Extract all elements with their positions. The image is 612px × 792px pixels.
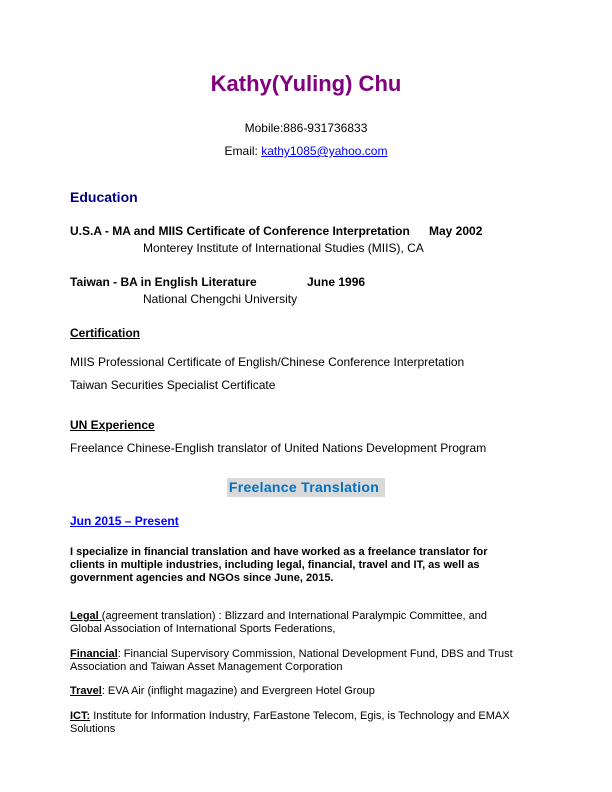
school-1: Monterey Institute of International Studies (MIIS), CA — [143, 241, 424, 255]
sector-text-cont: Solutions — [70, 723, 116, 735]
mobile: Mobile:886-931736833 — [244, 121, 368, 135]
certification-heading: Certification — [70, 326, 141, 340]
summary-line: I specialize in financial translation and have worked as a freelance translator for — [70, 546, 488, 558]
certification-item: MIIS Professional Certificate of English/Chinese Conference Interpretation — [70, 355, 465, 369]
sector-text-cont: Global Association of International Sports Federations, — [70, 623, 336, 635]
email-label: Email: — [224, 144, 262, 158]
email-link[interactable]: kathy1085@yahoo.com — [261, 144, 388, 158]
email-line — [0, 145, 612, 157]
degree-2-date: June 1996 — [307, 275, 366, 289]
sector-label: Legal — [70, 610, 102, 622]
summary-line: clients in multiple industries, including legal, financial, travel and IT, as well as — [70, 559, 480, 571]
sector-legal — [70, 611, 487, 622]
sector-label: Financial — [70, 648, 118, 660]
sector-travel — [70, 686, 375, 697]
sector-text: Institute for Information Industry, FarEastone Telecom, Egis, is Technology and EMAX — [90, 710, 510, 722]
summary-line: government agencies and NGOs since June, 2015. — [70, 572, 334, 584]
sector-text-cont: Association and Taiwan Asset Management Corporation — [70, 661, 343, 673]
sector-text: : EVA Air (inflight magazine) and Evergreen Hotel Group — [101, 685, 375, 697]
degree-2: Taiwan - BA in English Literature — [70, 275, 257, 289]
sector-ict — [70, 711, 510, 722]
candidate-name: Kathy(Yuling) Chu — [210, 71, 402, 96]
un-experience-text: Freelance Chinese-English translator of United Nations Development Program — [70, 441, 487, 455]
sector-text: (agreement translation) : Blizzard and International Paralympic Committee, and — [101, 610, 487, 622]
sector-label: ICT: — [70, 710, 91, 722]
sector-label: Travel — [70, 685, 102, 697]
certification-item: Taiwan Securities Specialist Certificate — [70, 378, 276, 392]
sector-text: : Financial Supervisory Commission, National Development Fund, DBS and Trust — [117, 648, 513, 660]
education-heading: Education — [70, 189, 138, 205]
degree-1: U.S.A - MA and MIIS Certificate of Conference Interpretation — [70, 224, 410, 238]
sector-financial — [70, 649, 513, 660]
un-experience-heading: UN Experience — [70, 418, 155, 432]
freelance-period: Jun 2015 – Present — [70, 514, 179, 528]
school-2: National Chengchi University — [143, 292, 298, 306]
freelance-heading: Freelance Translation — [227, 478, 385, 497]
degree-1-date: May 2002 — [429, 224, 483, 238]
freelance-heading-wrap — [0, 480, 612, 496]
